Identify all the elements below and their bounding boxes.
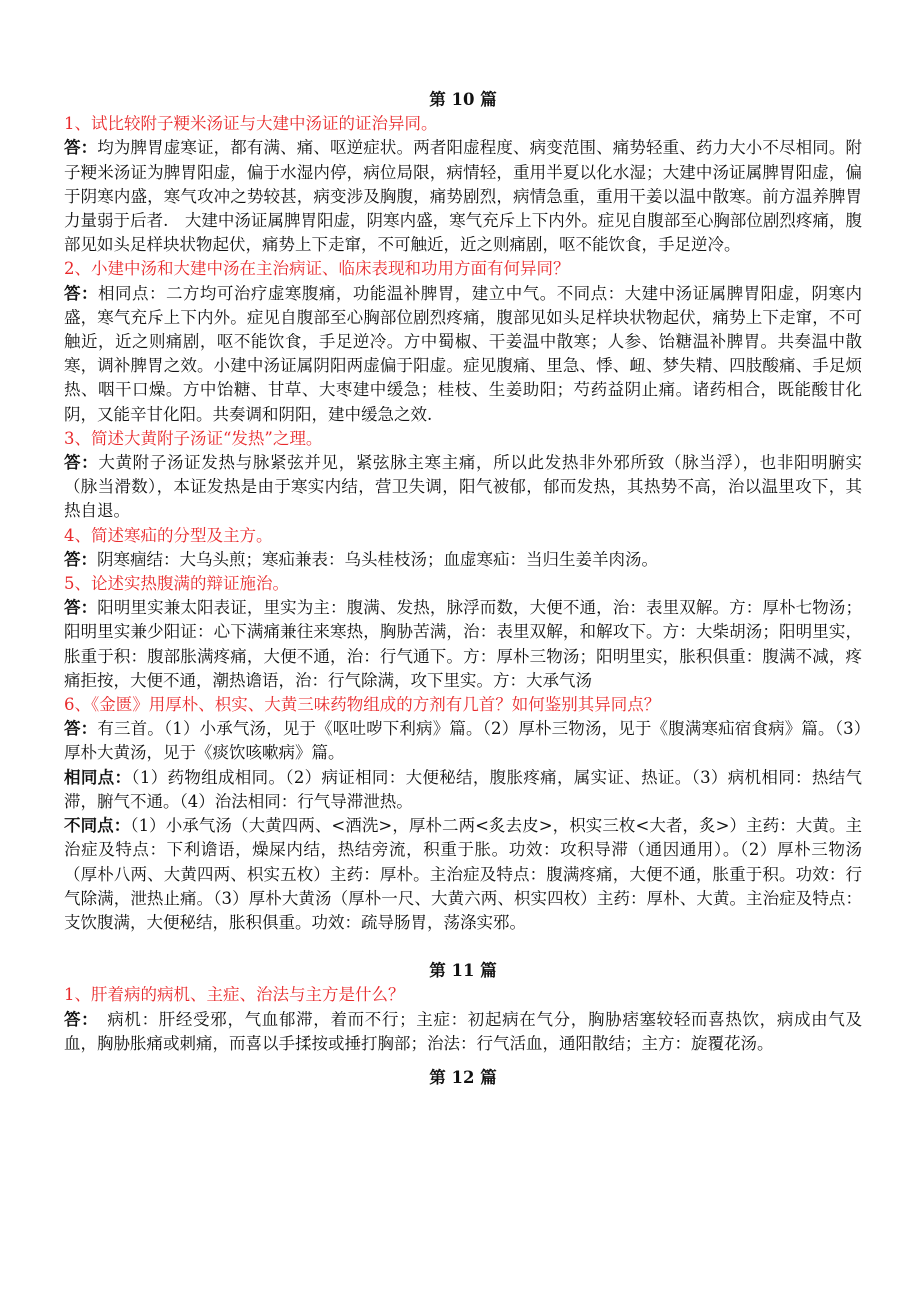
chapter-10-question-6: 6、《金匮》用厚朴、枳实、大黄三味药物组成的方剂有几首？如何鉴别其异同点？ (64, 695, 661, 715)
chapter-11-answer-1 (64, 1008, 862, 1056)
chapter-10-answer-2 (64, 282, 862, 427)
chapter-10-question-1: 1、试比较附子粳米汤证与大建中汤证的证治异同。 (64, 114, 438, 134)
chapter-10-answer-6-diff-points (64, 814, 862, 935)
answer-text: 阳明里实兼太阳表证，里实为主：腹满、发热，脉浮而数，大便不通，治：表里双解。方：厚朴七物汤；阳明里实兼少阳证：心下满痛兼往来寒热，胸胁苦满，治：表里双解，和解攻下。方：大柴胡汤；阳明里实，胀重于积：腹部胀满疼痛，大便不通，治：行气通下。方：厚朴三物汤；阳明里实，胀积俱重：腹满不减，疼痛拒按，大便不通，潮热谵语，治：行气除满，攻下里实。方：大承气汤 (64, 598, 863, 690)
answer-text: 阴寒痼结：大乌头煎；寒疝兼表：乌头桂枝汤；血虚寒疝：当归生姜羊肉汤。 (97, 549, 658, 569)
chapter-10-question-5: 5、论述实热腹满的辩证施治。 (64, 574, 289, 594)
same-points-text: （1）药物组成相同。（2）病证相同：大便秘结，腹胀疼痛，属实证、热证。（3）病机相同：热结气滞，腑气不通。（4）治法相同：行气导滞泄热。 (64, 767, 863, 811)
chapter-10-question-4: 4、简述寒疝的分型及主方。 (64, 525, 273, 545)
answer-label: 答： (64, 549, 97, 569)
chapter-11-question-1: 1、肝着病的病机、主症、治法与主方是什么？ (64, 985, 405, 1005)
chapter-10-answer-1 (64, 136, 862, 257)
answer-label: 答： (64, 598, 98, 618)
answer-label: 答： (64, 453, 99, 473)
answer-text: 大黄附子汤证发热与脉紧弦并见，紧弦脉主寒主痛，所以此发热非外邪所致（脉当浮），也非阳明腑实（脉当滑数），本证发热是由于寒实内结，营卫失调，阳气被郁，郁而发热，其热势不高，治以温里攻下，其热自退。 (64, 453, 863, 521)
answer-label: 答： (64, 719, 98, 739)
chapter-10-title: 第 10 篇 (429, 90, 497, 109)
answer-text: 病机：肝经受邪，气血郁滞，着而不行；主症：初起病在气分，胸胁痞塞较轻而喜热饮，病成由气及血，胸胁胀痛或刺痛，而喜以手揉按或捶打胸部；治法：行气活血，通阳散结；主方：旋覆花汤。 (64, 1009, 863, 1053)
chapter-10-answer-3 (64, 451, 862, 524)
answer-text: 有三首。（1）小承气汤，见于《呕吐哕下利病》篇。（2）厚朴三物汤，见于《腹满寒疝宿食病》篇。（3）厚朴大黄汤，见于《痰饮咳嗽病》篇。 (64, 719, 863, 763)
same-points-label: 相同点： (64, 767, 132, 787)
chapter-10-question-2: 2、小建中汤和大建中汤在主治病证、临床表现和功用方面有何异同？ (64, 259, 570, 279)
answer-text: 均为脾胃虚寒证，都有满、痛、呕逆症状。两者阳虚程度、病变范围、痛势轻重、药力大小不尽相同。附子粳米汤证为脾胃阳虚，偏于水湿内停，病位局限，病情轻，重用半夏以化水湿；大建中汤证属脾胃阳虚，偏于阴寒内盛，寒气攻冲之势较甚，病变涉及胸腹，痛势剧烈，病情急重，重用干姜以温中散寒。前方温养脾胃力量弱于后者. 大建中汤证属脾胃阳虚，阴寒内盛，寒气充斥上下内外。症见自腹部至心胸部位剧烈疼痛，腹部见如头足样块状物起伏，痛势上下走窜，不可触近，近之则痛剧，呕不能饮食，手足逆冷。 (64, 138, 863, 255)
answer-label: 答： (64, 283, 98, 303)
chapter-11-title: 第 11 篇 (429, 961, 497, 981)
answer-label: 答： (64, 138, 98, 158)
chapter-10-answer-6-same-points (64, 766, 862, 814)
answer-label: 答： (64, 1009, 91, 1029)
chapter-10-answer-6 (64, 717, 862, 765)
chapter-10-answer-4 (64, 548, 862, 572)
diff-points-text: （1）小承气汤（大黄四两、<酒洗>，厚朴二两<炙去皮>，枳实三枚<大者，炙>）主药：大黄。主治症及特点：下利谵语，燥屎内结，热结旁流，积重于胀。功效：攻积导滞（通因通用）。（2）厚朴三物汤（厚朴八两、大黄四两、枳实五枚）主药：厚朴。主治症及特点：腹满疼痛，大便不通，胀重于积。功效：行气除满，泄热止痛。（3）厚朴大黄汤（厚朴一尺、大黄六两、枳实四枚）主药：厚朴、大黄。主治症及特点：支饮腹满，大便秘结，胀积俱重。功效：疏导肠胃，荡涤实邪。 (64, 816, 863, 932)
answer-text: 相同点：二方均可治疗虚寒腹痛，功能温补脾胃，建立中气。不同点：大建中汤证属脾胃阳虚，阴寒内盛，寒气充斥上下内外。症见自腹部至心胸部位剧烈疼痛，腹部见如头足样块状物起伏，痛势上下走窜，不可触近，近之则痛剧，呕不能饮食，手足逆冷。方中蜀椒、干姜温中散寒；人参、饴糖温补脾胃。共奏温中散寒，调补脾胃之效。小建中汤证属阴阳两虚偏于阳虚。症见腹痛、里急、悸、衄、梦失精、四肢酸痛、手足烦热、咽干口燥。方中饴糖、甘草、大枣建中缓急；桂枝、生姜助阳；芍药益阴止痛。诸药相合，既能酸甘化阴，又能辛甘化阳。共奏调和阴阳，建中缓急之效. (64, 283, 863, 424)
chapter-10-answer-5 (64, 596, 862, 693)
chapter-10-question-3: 3、简述大黄附子汤证“发热”之理。 (64, 428, 323, 448)
diff-points-label: 不同点： (64, 816, 131, 836)
chapter-12-title: 第 12 篇 (429, 1067, 497, 1087)
